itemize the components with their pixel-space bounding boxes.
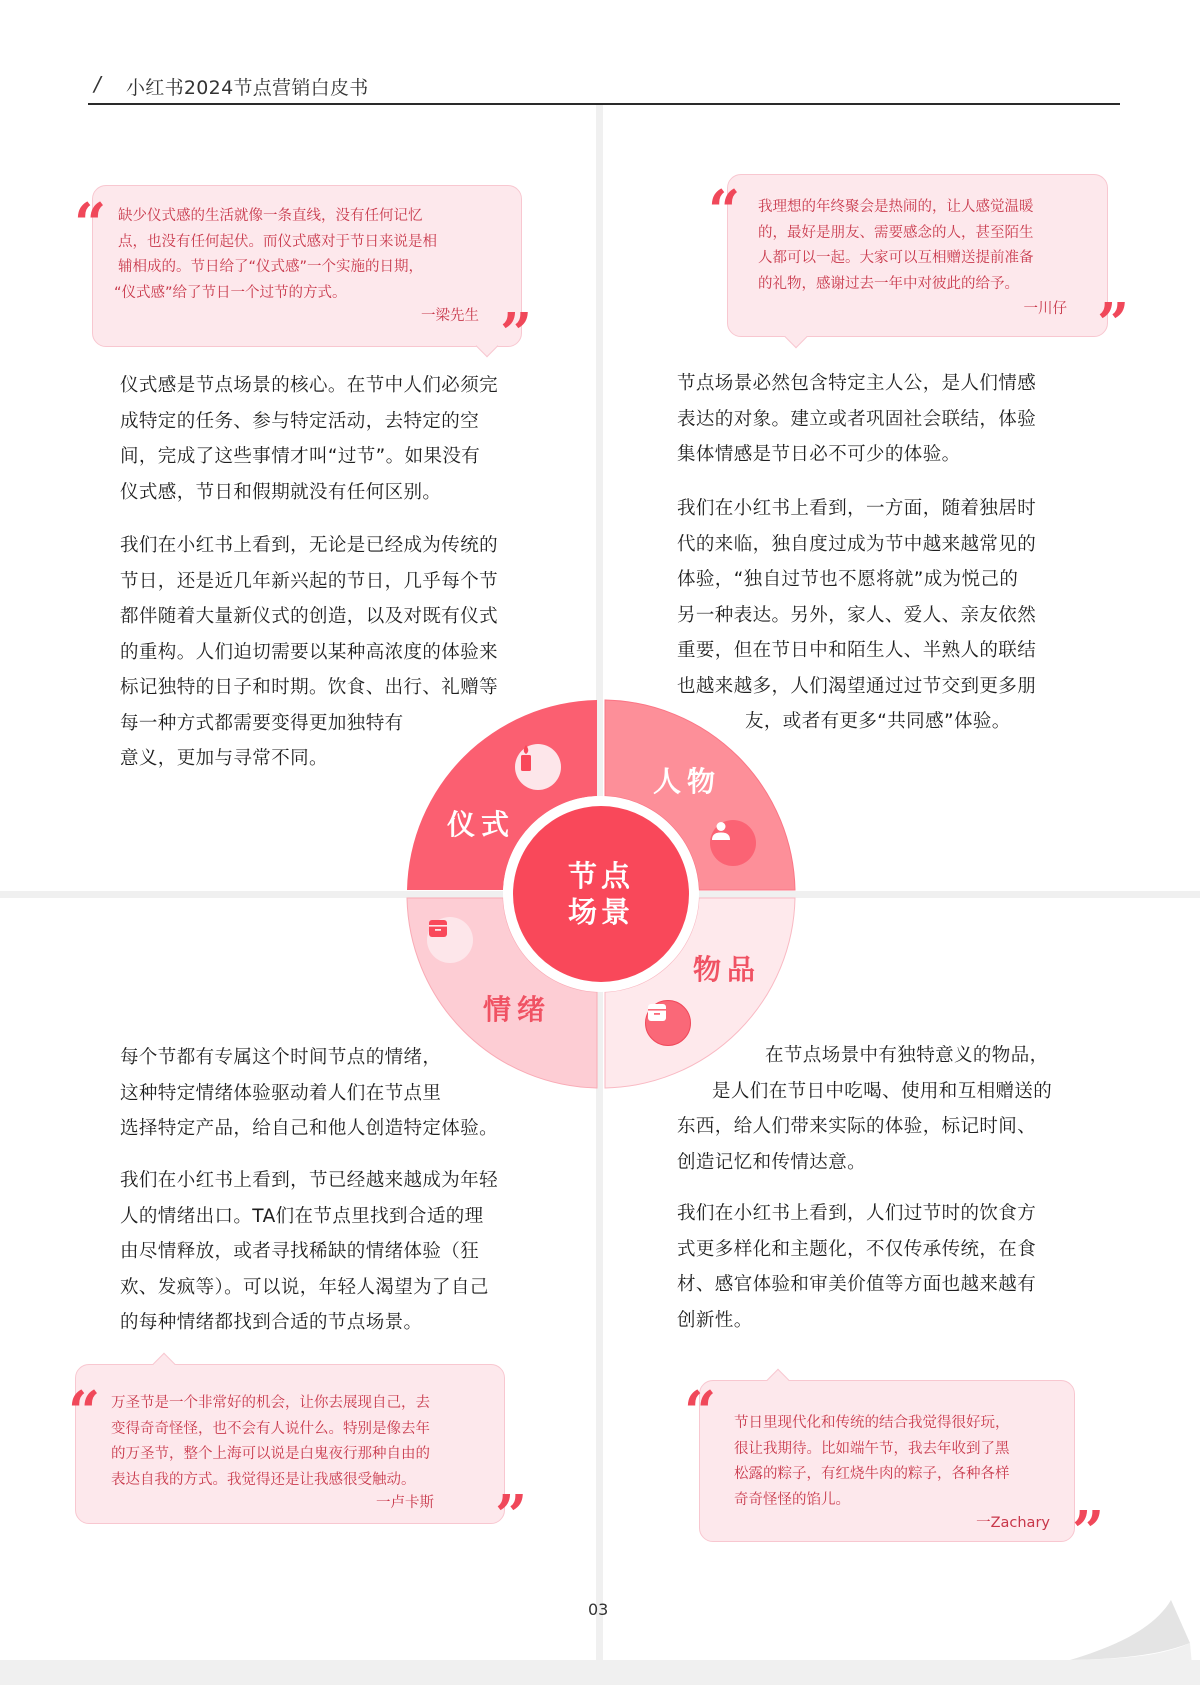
quote-text: 节日里现代化和传统的结合我觉得很好玩， 很让我期待。比如端午节，我去年收到了黑 松露的粽子，有红烧牛肉的粽子，各种各样 奇奇怪怪的馅儿。: [734, 1415, 1010, 1508]
quote-text: 万圣节是一个非常好的机会，让你去展现自己，去 变得奇奇怪怪，也不会有人说什么。特别是像去年 的万圣节，整个上海可以说是白鬼夜行那种自由的 表达自我的方式。我觉得还是让我感很受触动。: [111, 1395, 430, 1488]
open-quote-icon: “: [684, 1379, 717, 1445]
ritual-insight: 我们在小红书上看到，无论是已经成为传统的 节日，还是近几年新兴起的节日，几乎每个节 都伴随着大量新仪式的创造，以及对既有仪式 的重构。人们迫切需要以某种高浓度的体验来 标记独特的日子和时期。饮食、出行、礼赠等 每一种方式都需要变得更加独特有 意义，更加与寻常不同。: [120, 535, 499, 769]
close-quote-icon: ”: [500, 301, 533, 367]
segment-label-people: 人物: [653, 765, 722, 798]
quote-text: 缺少仪式感的生活就像一条直线，没有任何记忆 点，也没有任何起伏。而仪式感对于节日来说是相 辅相成的。节日给了“仪式感”一个实施的日期， “仪式感”给了节日一个过节的方式。: [114, 208, 437, 301]
ritual-description: 仪式感是节点场景的核心。在节中人们必须完 成特定的任务、参与特定活动，去特定的空 间，完成了这些事情才叫“过节”。如果没有 仪式感，节日和假期就没有任何区别。: [120, 375, 499, 503]
segment-label-ritual: 仪式: [447, 808, 516, 841]
open-quote-icon: “: [708, 178, 741, 244]
box-icon: [427, 917, 473, 963]
scene-wheel-diagram: [405, 698, 797, 1090]
quote-box-ritual: [92, 185, 522, 347]
candle-icon: [515, 744, 561, 790]
person-icon: [710, 820, 756, 866]
header-rule: [88, 103, 1120, 105]
quote-tail: [476, 335, 499, 358]
quote-box-items: [699, 1380, 1075, 1542]
quote-tail: [767, 1369, 790, 1392]
segment-label-emotion: 情绪: [483, 993, 552, 1026]
close-quote-icon: ”: [495, 1483, 528, 1549]
quote-tail: [153, 1353, 176, 1376]
quote-box-emotion: [75, 1364, 505, 1524]
quote-tail: [785, 326, 808, 349]
quote-author: 一川仔: [1023, 301, 1067, 317]
document-title: 小红书2024节点营销白皮书: [126, 77, 369, 99]
emotion-description: 每个节都有专属这个时间节点的情绪， 这种特定情绪体验驱动着人们在节点里 选择特定产品，给自己和他人创造特定体验。: [120, 1047, 499, 1139]
quote-author: 一梁先生: [421, 308, 479, 324]
footer-band: [0, 1660, 1200, 1685]
header-slash: /: [94, 72, 101, 96]
quote-text: 我理想的年终聚会是热闹的，让人感觉温暖 的，最好是朋友、需要感念的人，甚至陌生 人都可以一起。大家可以互相赠送提前准备 的礼物，感谢过去一年中对彼此的给予。: [758, 199, 1034, 292]
items-insight: 我们在小红书上看到，人们过节时的饮食方 式更多样化和主题化，不仅传承传统，在食 材、感官体验和审美价值等方面也越来越有 创新性。: [677, 1203, 1037, 1331]
people-insight: 我们在小红书上看到，一方面，随着独居时 代的来临，独自度过成为节中越来越常见的 体验，“独自过节也不愿将就”成为悦己的 另一种表达。另外，家人、爱人、亲友依然 重要，但在节日中和陌生人、半熟人的联结 也越来越多，人们渴望通过过节交到更多朋 友，或者有更多“共同感”体验。: [677, 498, 1037, 732]
quote-box-people: [727, 174, 1108, 337]
segment-label-items: 物品: [693, 953, 762, 986]
close-quote-icon: ”: [1097, 291, 1130, 357]
page-number: 03: [588, 1600, 609, 1619]
people-description: 节点场景必然包含特定主人公，是人们情感 表达的对象。建立或者巩固社会联结，体验 集体情感是节日必不可少的体验。: [677, 373, 1037, 465]
close-quote-icon: ”: [1072, 1499, 1105, 1565]
open-quote-icon: “: [68, 1379, 101, 1445]
quote-author: 一卢卡斯: [376, 1495, 434, 1511]
page-header: [88, 70, 1120, 104]
quote-author: 一Zachary: [976, 1515, 1050, 1531]
center-label: 节点 场景: [567, 859, 634, 929]
page-curl-decoration: [1040, 1595, 1200, 1665]
open-quote-icon: “: [74, 191, 107, 257]
items-description: 在节点场景中有独特意义的物品， 是人们在节日中吃喝、使用和互相赠送的 东西，给人们带来实际的体验，标记时间、 创造记忆和传情达意。: [677, 1045, 1053, 1173]
emotion-insight: 我们在小红书上看到，节已经越来越成为年轻 人的情绪出口。TA们在节点里找到合适的理 由尽情释放，或者寻找稀缺的情绪体验（狂 欢、发疯等）。可以说，年轻人渴望为了自己 的每种情绪都找到合适的节点场景。: [120, 1170, 499, 1333]
